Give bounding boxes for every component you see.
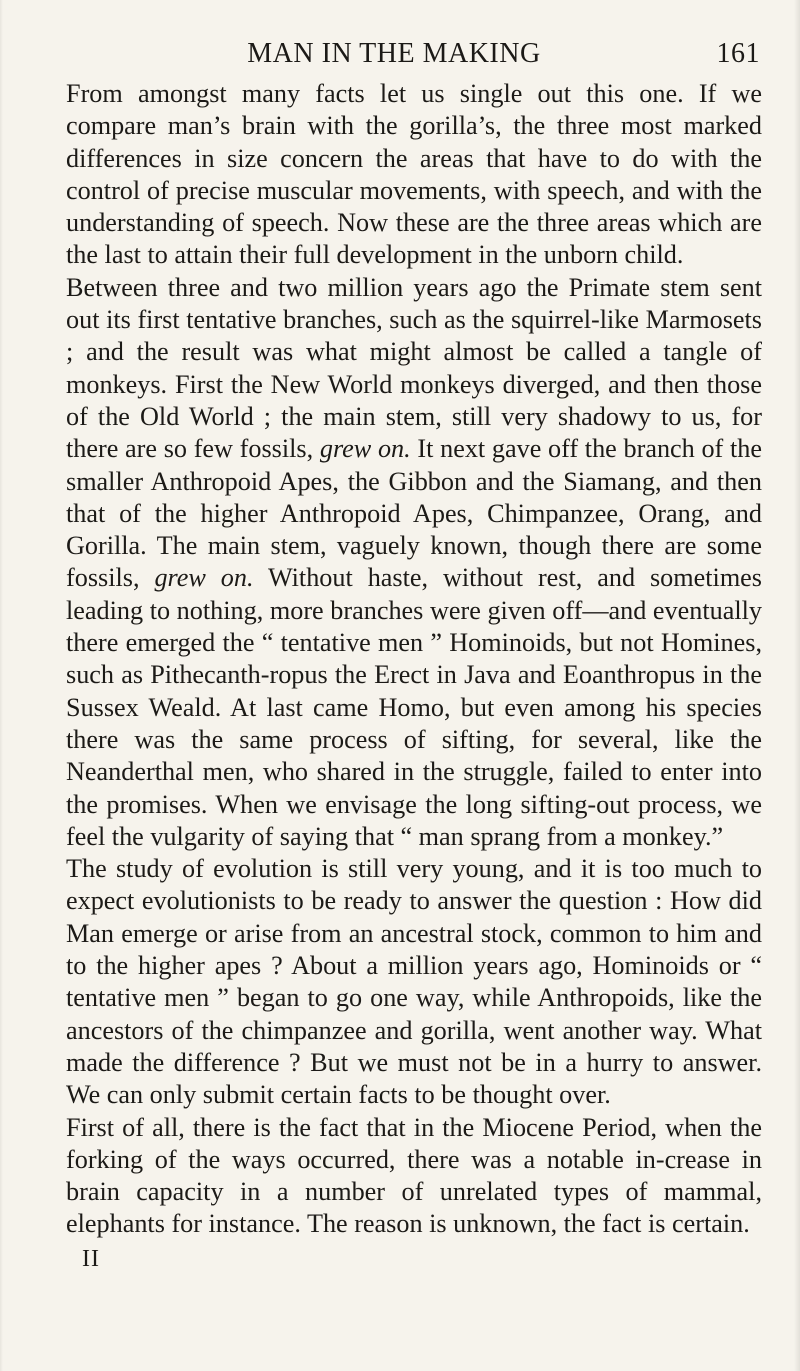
signature-mark: II: [82, 1246, 100, 1272]
paragraph-3-text: The study of evolution is still very young, and it is too much to expect evolutionists to be ready to answer the question : How did Man emerge or arise from an ancestral stock, common to him and to the higher apes ? About a million years ago, Hominoids or “ tentative men ” began to go one way, while Anthropoids, like the ancestors of the chimpanzee and gorilla, went another way. What made the difference ? But we must not be in a hurry to answer. We can only submit certain facts to be thought over.: [66, 854, 762, 1110]
paragraph-1: [66, 78, 762, 272]
page-right-edge: [794, 0, 800, 1371]
paragraph-2-text-b: It next gave off the branch of the smaller Anthropoid Apes, the Gibbon and the Siamang, and then that of the higher Anthropoid Apes, Chimpanzee, Orang, and Gorilla. The main stem, vaguely known, though there are some fossils,: [66, 434, 762, 593]
paragraph-2-text-a: Between three and two million years ago the Primate stem sent out its first tentative branches, such as the squirrel-like Marmosets ; and the result was what might almost be called a tangle of monkeys. First the New World monkeys diverged, and then those of the Old World ; the main stem, still very shadowy to us, for there are so few fossils,: [66, 272, 762, 464]
paragraph-2-italic-a: grew on.: [319, 434, 411, 464]
running-title: MAN IN THE MAKING: [247, 38, 541, 69]
paragraph-2-italic-b: grew on.: [154, 563, 254, 593]
paragraph-4-text: First of all, there is the fact that in the Miocene Period, when the forking of the ways occurred, there was a notable in-crease in brain capacity in a number of unrelated types of mammal, elephants for instance. The reason is unknown, the fact is certain.: [66, 1112, 762, 1239]
page-header: [66, 38, 760, 74]
paragraph-3: [66, 853, 762, 1111]
body-text: [66, 78, 762, 1241]
paragraph-2-text-c: Without haste, without rest, and sometimes leading to nothing, more branches were given off—and eventually there emerged the “ tentative men ” Hominoids, but not Homines, such as Pithecanth-ropus the Erect in Java and Eoanthropus in the Sussex Weald. At last came Homo, but even among his species there was the same process of sifting, for several, like the Neanderthal men, who shared in the struggle, failed to enter into the promises. When we envisage the long sifting-out process, we feel the vulgarity of saying that “ man sprang from a monkey.”: [66, 563, 762, 851]
page-left-edge: [0, 0, 3, 1371]
paragraph-2: [66, 272, 762, 853]
page-number: 161: [716, 38, 760, 69]
paragraph-1-text: From amongst many facts let us single out this one. If we compare man’s brain with the gorilla’s, the three most marked differences in size concern the areas that have to do with the control of precise muscular movements, with speech, and with the understanding of speech. Now these are the three areas which are the last to attain their full development in the unborn child.: [66, 79, 762, 270]
paragraph-4: [66, 1112, 762, 1241]
